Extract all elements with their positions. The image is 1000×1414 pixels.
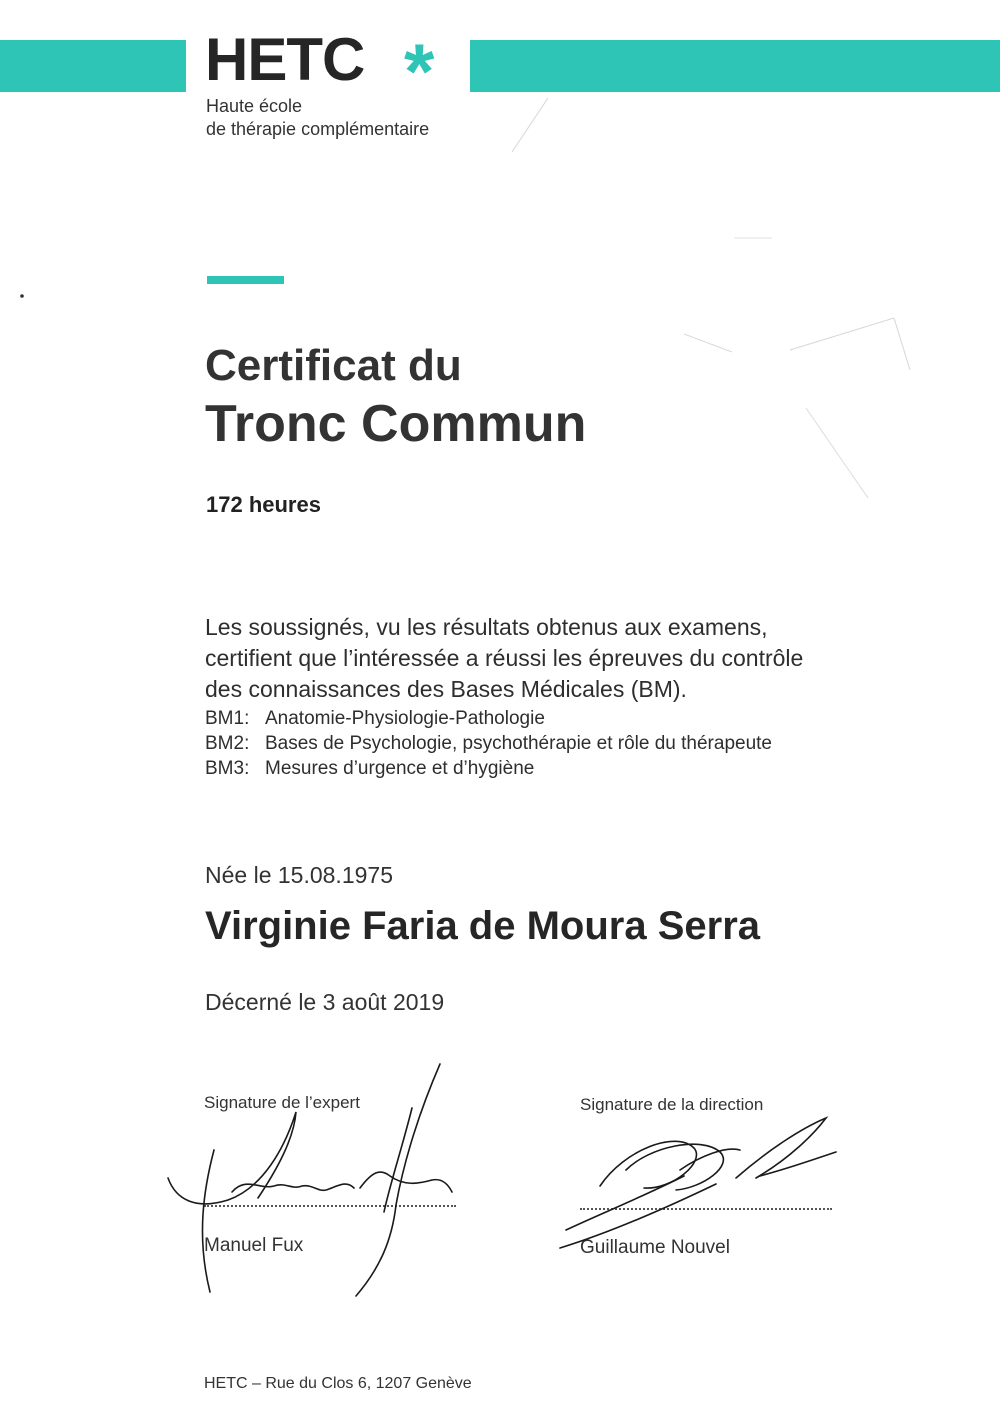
module-code: BM1:	[205, 708, 250, 729]
recipient-name: Virginie Faria de Moura Serra	[205, 904, 761, 948]
expert-signature-scribble	[168, 1064, 452, 1296]
direction-signature-scribble	[560, 1118, 836, 1248]
expert-signature-label: Signature de l’expert	[204, 1093, 360, 1112]
paragraph-line: des connaissances des Bases Médicales (BM).	[205, 676, 687, 702]
school-subtitle-line1: Haute école	[206, 96, 303, 116]
module-label: Mesures d’urgence et d’hygiène	[265, 758, 535, 779]
school-logo-text: HETC	[205, 26, 365, 93]
direction-name: Guillaume Nouvel	[580, 1237, 730, 1258]
module-label: Anatomie-Physiologie-Pathologie	[265, 708, 545, 729]
paragraph-line: Les soussignés, vu les résultats obtenus aux examens,	[205, 614, 768, 640]
expert-name: Manuel Fux	[204, 1235, 304, 1256]
module-code: BM2:	[205, 733, 250, 754]
course-hours: 172 heures	[206, 492, 321, 517]
school-subtitle-line2: de thérapie complémentaire	[206, 119, 430, 139]
direction-signature-label: Signature de la direction	[580, 1095, 764, 1114]
module-label: Bases de Psychologie, psychothérapie et rôle du thérapeute	[265, 733, 772, 754]
logo-asterisk-icon: *	[404, 27, 435, 115]
award-date: Décerné le 3 août 2019	[205, 989, 445, 1015]
footer-address: HETC – Rue du Clos 6, 1207 Genève	[204, 1375, 472, 1392]
module-code: BM3:	[205, 758, 250, 779]
certificate-title-line2: Tronc Commun	[205, 395, 587, 453]
certificate-title-line1: Certificat du	[205, 341, 462, 390]
birth-date: Née le 15.08.1975	[205, 862, 393, 888]
paragraph-line: certifient que l’intéressée a réussi les épreuves du contrôle	[205, 645, 804, 671]
